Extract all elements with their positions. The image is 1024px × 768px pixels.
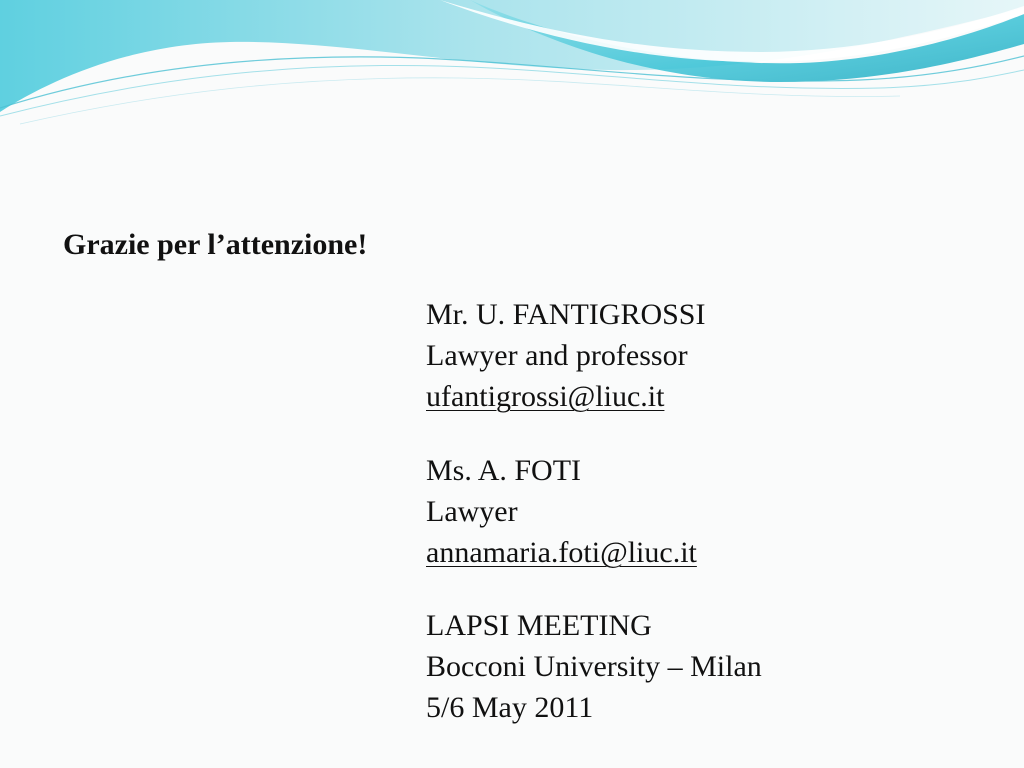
contact-block-foti bbox=[426, 450, 697, 573]
slide-heading: Grazie per l’attenzione! bbox=[63, 228, 368, 261]
contact-email-link[interactable]: annamaria.foti@liuc.it bbox=[426, 536, 697, 569]
event-date: 5/6 May 2011 bbox=[426, 691, 594, 724]
header-wave-decoration bbox=[0, 0, 1024, 130]
contact-role: Lawyer bbox=[426, 495, 518, 528]
contact-block-fantigrossi bbox=[426, 294, 705, 417]
contact-name: Ms. A. FOTI bbox=[426, 454, 582, 487]
event-title: LAPSI MEETING bbox=[426, 609, 652, 642]
contact-role: Lawyer and professor bbox=[426, 339, 688, 372]
event-info-block bbox=[426, 605, 762, 728]
event-venue: Bocconi University – Milan bbox=[426, 650, 762, 683]
contact-name: Mr. U. FANTIGROSSI bbox=[426, 298, 706, 331]
contact-email-link[interactable]: ufantigrossi@liuc.it bbox=[426, 380, 665, 413]
